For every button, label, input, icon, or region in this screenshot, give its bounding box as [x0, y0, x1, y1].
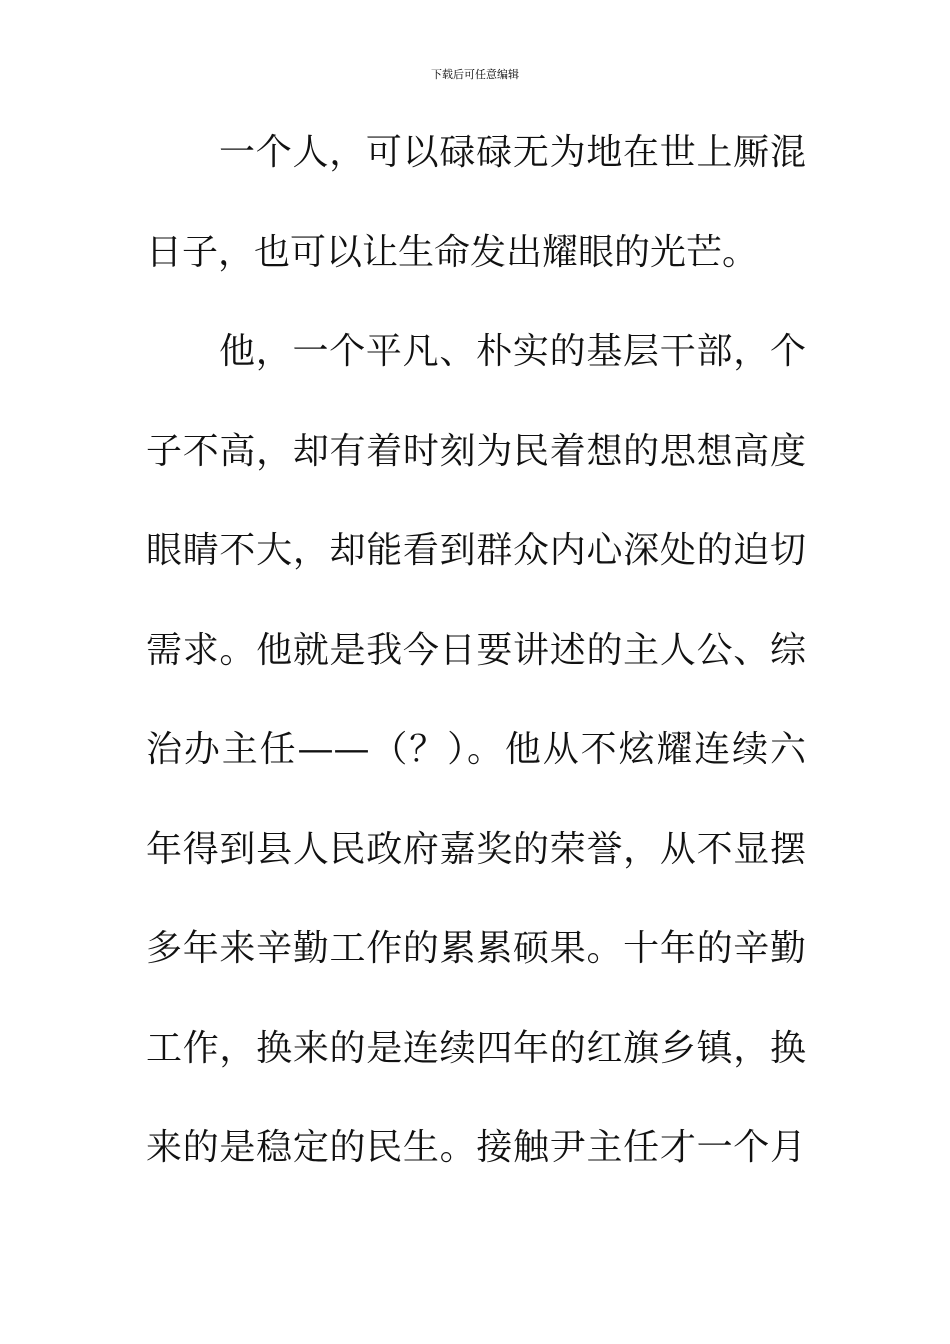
paragraph-2-line-7: 多年来辛勤工作的累累硕果。十年的辛勤 [146, 928, 806, 969]
document-body [146, 118, 806, 1213]
paragraph-1-line-2: 日子，也可以让生命发出耀眼的光芒。 [146, 231, 759, 273]
paragraph-2-line-5: 治办主任——（？）。他从不炫耀连续六 [146, 729, 806, 770]
paragraph-2-line-2: 子不高，却有着时刻为民着想的思想高度 [146, 430, 806, 472]
paragraph-2-line-4: 需求。他就是我今日要讲述的主人公、综 [146, 629, 806, 671]
paragraph-2-line-3: 眼睛不大，却能看到群众内心深处的迫切 [146, 530, 806, 571]
paragraph-1-line-1: 一个人，可以碌碌无为地在世上厮混 [219, 132, 806, 173]
paragraph-2-line-1: 他，一个平凡、朴实的基层干部，个 [219, 331, 806, 372]
page-header-note: 下载后可任意编辑 [431, 68, 519, 81]
paragraph-2-line-8: 工作，换来的是连续四年的红旗乡镇，换 [146, 1027, 806, 1069]
paragraph-2-line-6: 年得到县人民政府嘉奖的荣誉，从不显摆 [146, 828, 806, 870]
paragraph-2-line-9: 来的是稳定的民生。接触尹主任才一个月 [146, 1127, 806, 1168]
